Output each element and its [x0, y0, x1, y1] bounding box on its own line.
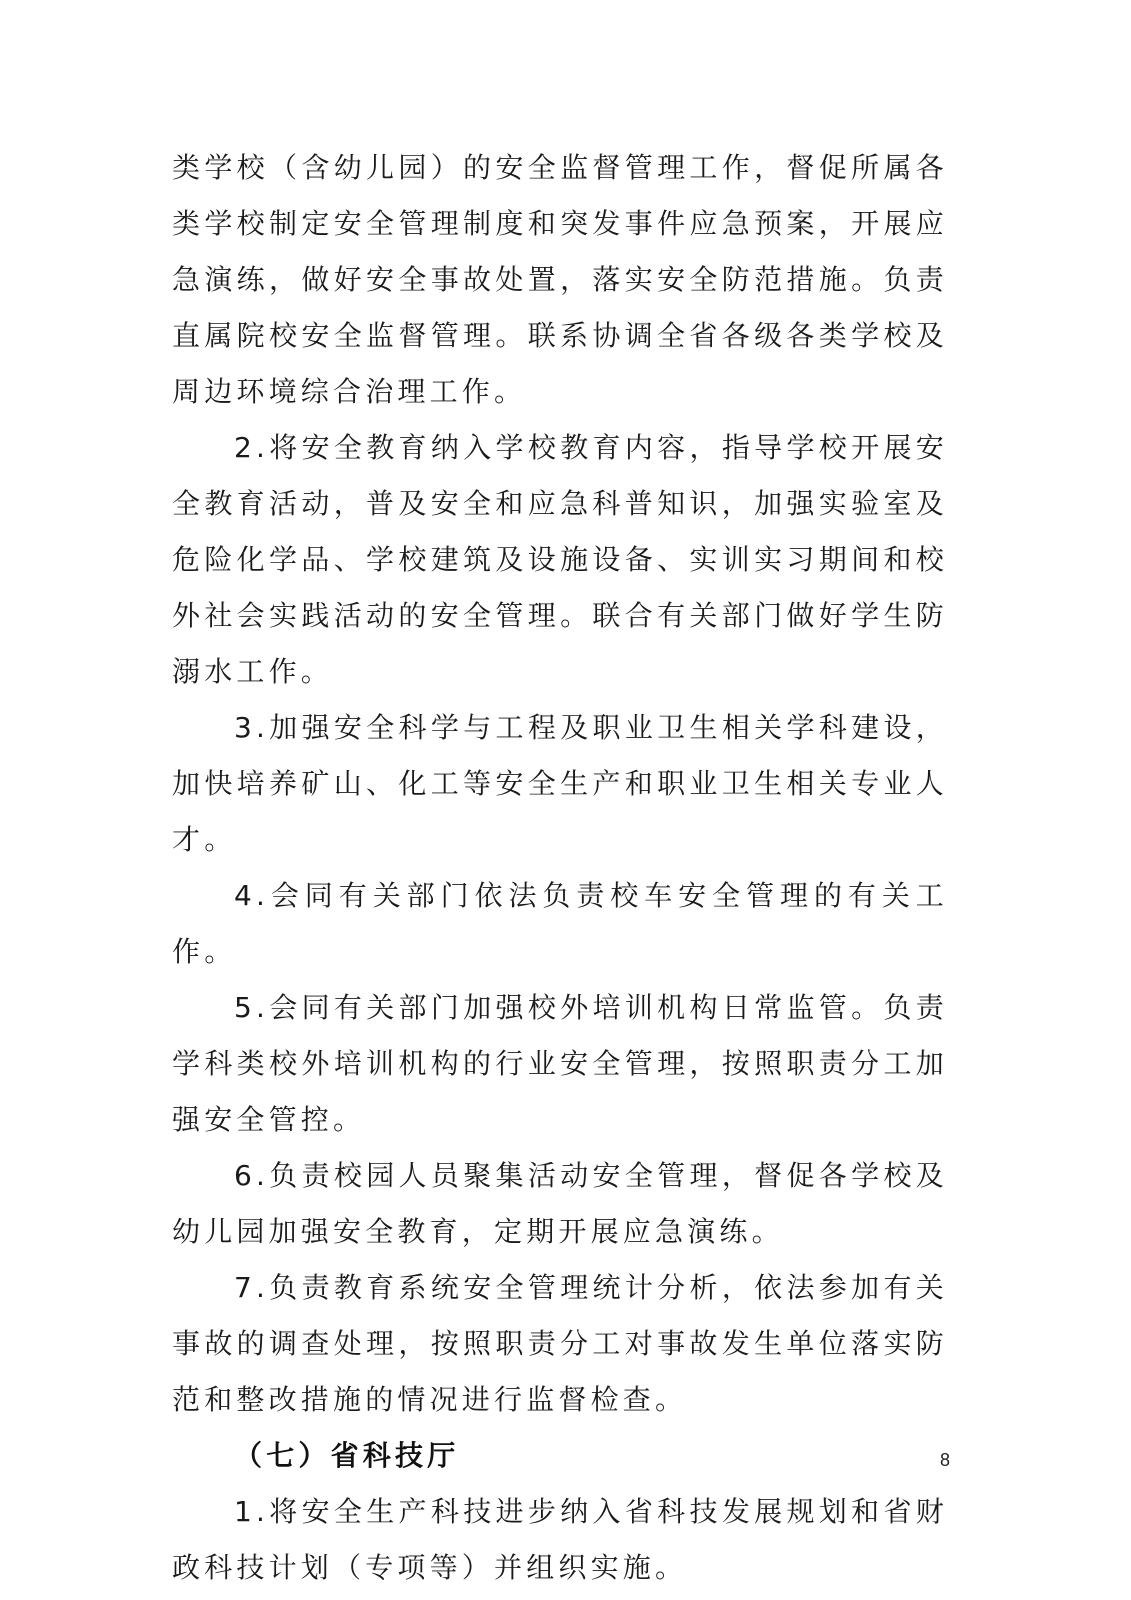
paragraph-item-4: 4.会同有关部门依法负责校车安全管理的有关工作。: [172, 879, 948, 968]
paragraph-item-6: 6.负责校园人员聚集活动安全管理，督促各学校及幼儿园加强安全教育，定期开展应急演练。: [172, 1159, 948, 1248]
document-body: [172, 140, 948, 1596]
paragraph-item-3: 3.加强安全科学与工程及职业卫生相关学科建设，加快培养矿山、化工等安全生产和职业卫生相关专业人才。: [172, 711, 948, 856]
section-heading: （七）省科技厅: [234, 1439, 460, 1472]
paragraph-item-2: 2.将安全教育纳入学校教育内容，指导学校开展安全教育活动，普及安全和应急科普知识，加强实验室及危险化学品、学校建筑及设施设备、实训实习期间和校外社会实践活动的安全管理。联合有关部门做好学生防溺水工作。: [172, 431, 948, 688]
paragraph-item-5: 5.会同有关部门加强校外培训机构日常监管。负责学科类校外培训机构的行业安全管理，按照职责分工加强安全管控。: [172, 991, 948, 1136]
page-number: 8: [939, 1450, 950, 1470]
paragraph-item-7: 7.负责教育系统安全管理统计分析，依法参加有关事故的调查处理，按照职责分工对事故发生单位落实防范和整改措施的情况进行监督检查。: [172, 1271, 948, 1416]
section-paragraph-item-1: 1.将安全生产科技进步纳入省科技发展规划和省财政科技计划（专项等）并组织实施。: [172, 1495, 948, 1584]
paragraph-continuation: 类学校（含幼儿园）的安全监督管理工作，督促所属各类学校制定安全管理制度和突发事件应急预案，开展应急演练，做好安全事故处置，落实安全防范措施。负责直属院校安全监督管理。联系协调全省各级各类学校及周边环境综合治理工作。: [172, 151, 948, 408]
